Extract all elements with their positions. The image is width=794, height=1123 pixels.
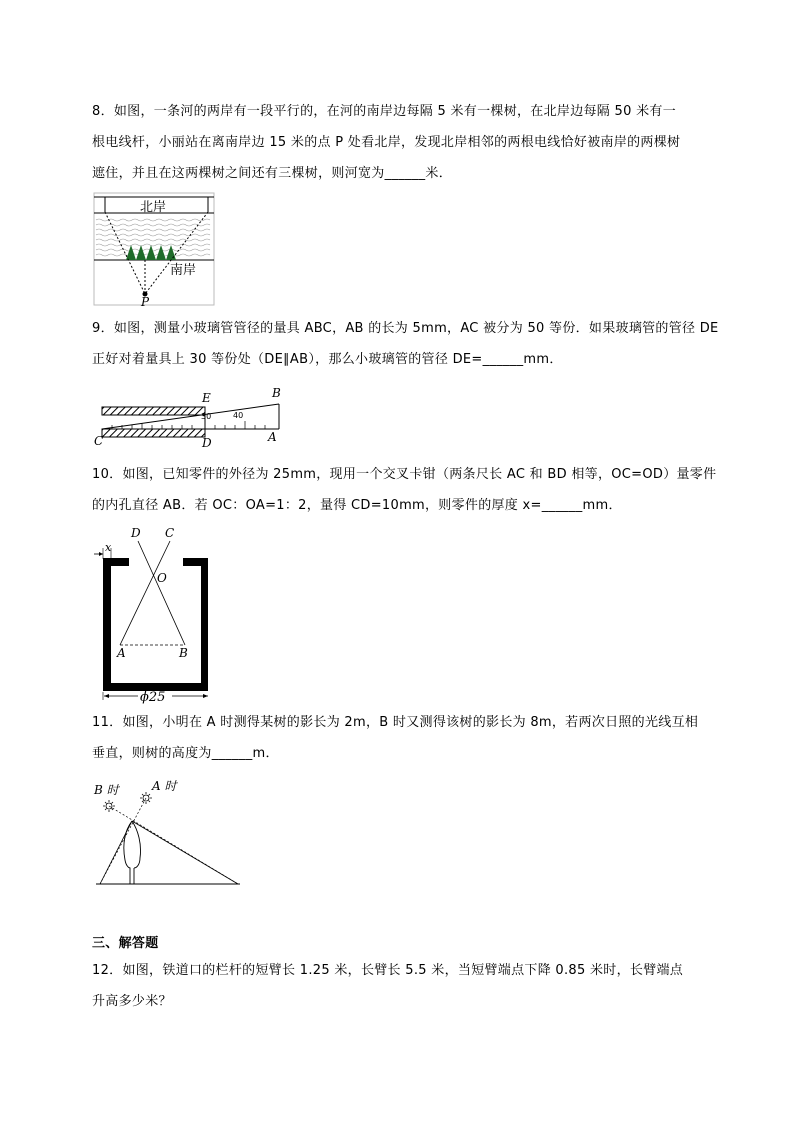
scale-ticks — [112, 421, 265, 429]
label-a: A — [268, 430, 277, 444]
question-9-text — [92, 313, 719, 375]
section-title: 三、解答题 — [92, 936, 159, 951]
question-10-line-2: 的内孔直径 AB．若 OC：OA=1：2，量得 CD=10mm，则零件的厚度 x=______mm． — [92, 498, 622, 513]
question-8-line-1: 8．如图，一条河的两岸有一段平行的，在河的南岸边每隔 5 米有一棵树，在北岸边每隔 50 米有一 — [92, 104, 677, 119]
question-11-line-2: 垂直，则树的高度为______m． — [92, 746, 279, 761]
label-p: P — [141, 295, 150, 308]
label-c: C — [165, 526, 175, 540]
tick-label-40: 40 — [233, 411, 244, 420]
tick-label-30: 30 — [201, 412, 212, 421]
south-bank-label: 南岸 — [170, 263, 197, 278]
question-8-text — [92, 96, 712, 189]
label-b: B — [179, 646, 188, 660]
label-e: E — [202, 391, 211, 405]
north-bank-label: 北岸 — [140, 200, 167, 215]
question-9-line-1: 9．如图，测量小玻璃管管径的量具 ABC，AB 的长为 5mm，AC 被分为 50 等份．如果玻璃管的管径 DE — [92, 321, 719, 336]
question-11-line-1: 11．如图，小明在 A 时测得某树的影长为 2m，B 时又测得该树的影长为 8m，若两次日照的光线互相 — [92, 715, 699, 730]
question-12-line-1: 12．如图，铁道口的栏杆的短臂长 1.25 米，长臂长 5.5 米，当短臂端点下降 0.85 米时，长臂端点 — [92, 963, 684, 978]
label-c: C — [94, 434, 104, 448]
label-diameter: ϕ25 — [140, 690, 166, 705]
label-x: x — [105, 541, 112, 554]
caliper-figure — [92, 524, 208, 706]
question-11-text — [92, 707, 712, 769]
label-b-time: B 时 — [94, 783, 119, 797]
label-o: O — [157, 571, 167, 585]
label-b: B — [272, 386, 281, 400]
tree-icon — [124, 821, 141, 884]
pole-left-icon — [99, 197, 111, 212]
glass-tube-gauge-figure — [92, 383, 288, 449]
tube-bottom-wall — [102, 429, 205, 437]
question-8-line-2: 根电线杆，小丽站在离南岸边 15 米的点 P 处看北岸，发现北岸相邻的两根电线恰好被南岸的两棵树 — [92, 135, 681, 150]
pole-right-icon — [202, 197, 214, 212]
label-a: A — [117, 646, 126, 660]
label-a-time: A 时 — [152, 779, 177, 793]
label-d: D — [202, 436, 212, 449]
question-12-text — [92, 955, 712, 1017]
question-8-line-3: 遮住，并且在这两棵树之间还有三棵树，则河宽为______米． — [92, 166, 452, 181]
tube-top-wall — [102, 407, 205, 415]
question-9-line-2: 正好对着量具上 30 等份处（DE∥AB），那么小玻璃管的管径 DE=______mm． — [92, 352, 563, 367]
question-10-text — [92, 459, 717, 521]
question-12-line-2: 升高多少米？ — [92, 994, 172, 1009]
tree-shadow-figure — [92, 778, 244, 888]
river-figure — [92, 192, 216, 308]
tree-icons — [126, 245, 176, 260]
question-10-line-1: 10．如图，已知零件的外径为 25mm，现用一个交叉卡钳（两条尺长 AC 和 BD 相等，OC=OD）量零件 — [92, 467, 717, 482]
water-waves — [96, 219, 210, 256]
label-d: D — [131, 526, 141, 540]
